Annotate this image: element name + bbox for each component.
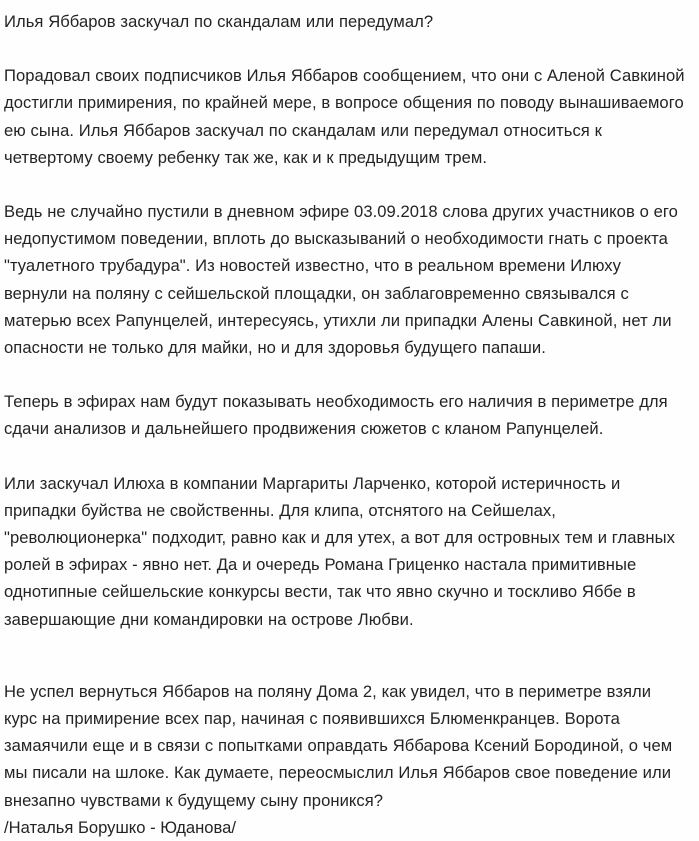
article-paragraph-2: Ведь не случайно пустили в дневном эфире 03.09.2018 слова других участников о его недопустимом поведении, вплоть до высказываний о необходимости гнать с проекта "туалетного трубадура". Из новостей известно, что в реальном времени Илюху вернули на поляну с сейшельской площадки, он заблаговременно связывался с матерью всех Рапунцелей, интересуясь, утихли ли припадки Алены Савкиной, нет ли опасности не только для майки, но и для здоровья будущего папаши. bbox=[4, 202, 683, 358]
article-paragraph-1: Порадовал своих подписчиков Илья Яббаров сообщением, что они с Аленой Савкиной достигли примирения, по крайней мере, в вопросе общения по поводу вынашиваемого ею сына. Илья Яббаров заскучал по скандалам или передумал относиться к четвертому своему ребенку так же, как и к предыдущим трем. bbox=[4, 66, 690, 167]
article-headline: Илья Яббаров заскучал по скандалам или передумал? bbox=[4, 12, 434, 31]
article-signature: /Наталья Борушко - Юданова/ bbox=[4, 817, 237, 837]
article-paragraph-4: Или заскучал Илюха в компании Маргариты Ларченко, которой истеричность и припадки буйства не свойственны. Для клипа, отснятого на Сейшелах, "революционерка" подходит, равно как и для утех, а вот для островных тем и главных ролей в эфирах - явно нет. Да и очередь Романа Гриценко настала примитивные однотипные сейшельские конкурсы вести, так что явно скучно и тоскливо Яббе в завершающие дни командировки на острове Любви. bbox=[4, 473, 680, 629]
article-paragraph-3: Теперь в эфирах нам будут показывать необходимость его наличия в периметре для сдачи анализов и дальнейшего продвижения сюжетов с кланом Рапунцелей. bbox=[4, 392, 673, 439]
article-paragraph-5: Не успел вернуться Яббаров на поляну Дома 2, как увидел, что в периметре взяли курс на примирение всех пар, начиная с появившихся Блюменкранцев. Ворота замаячили еще и в связи с попытками оправдать Яббарова Ксений Бородиной, о чем мы писали на шлоке. Как думаете, переосмыслил Илья Яббаров свое поведение или внезапно чувствами к будущему сыну проникся? bbox=[4, 681, 677, 810]
